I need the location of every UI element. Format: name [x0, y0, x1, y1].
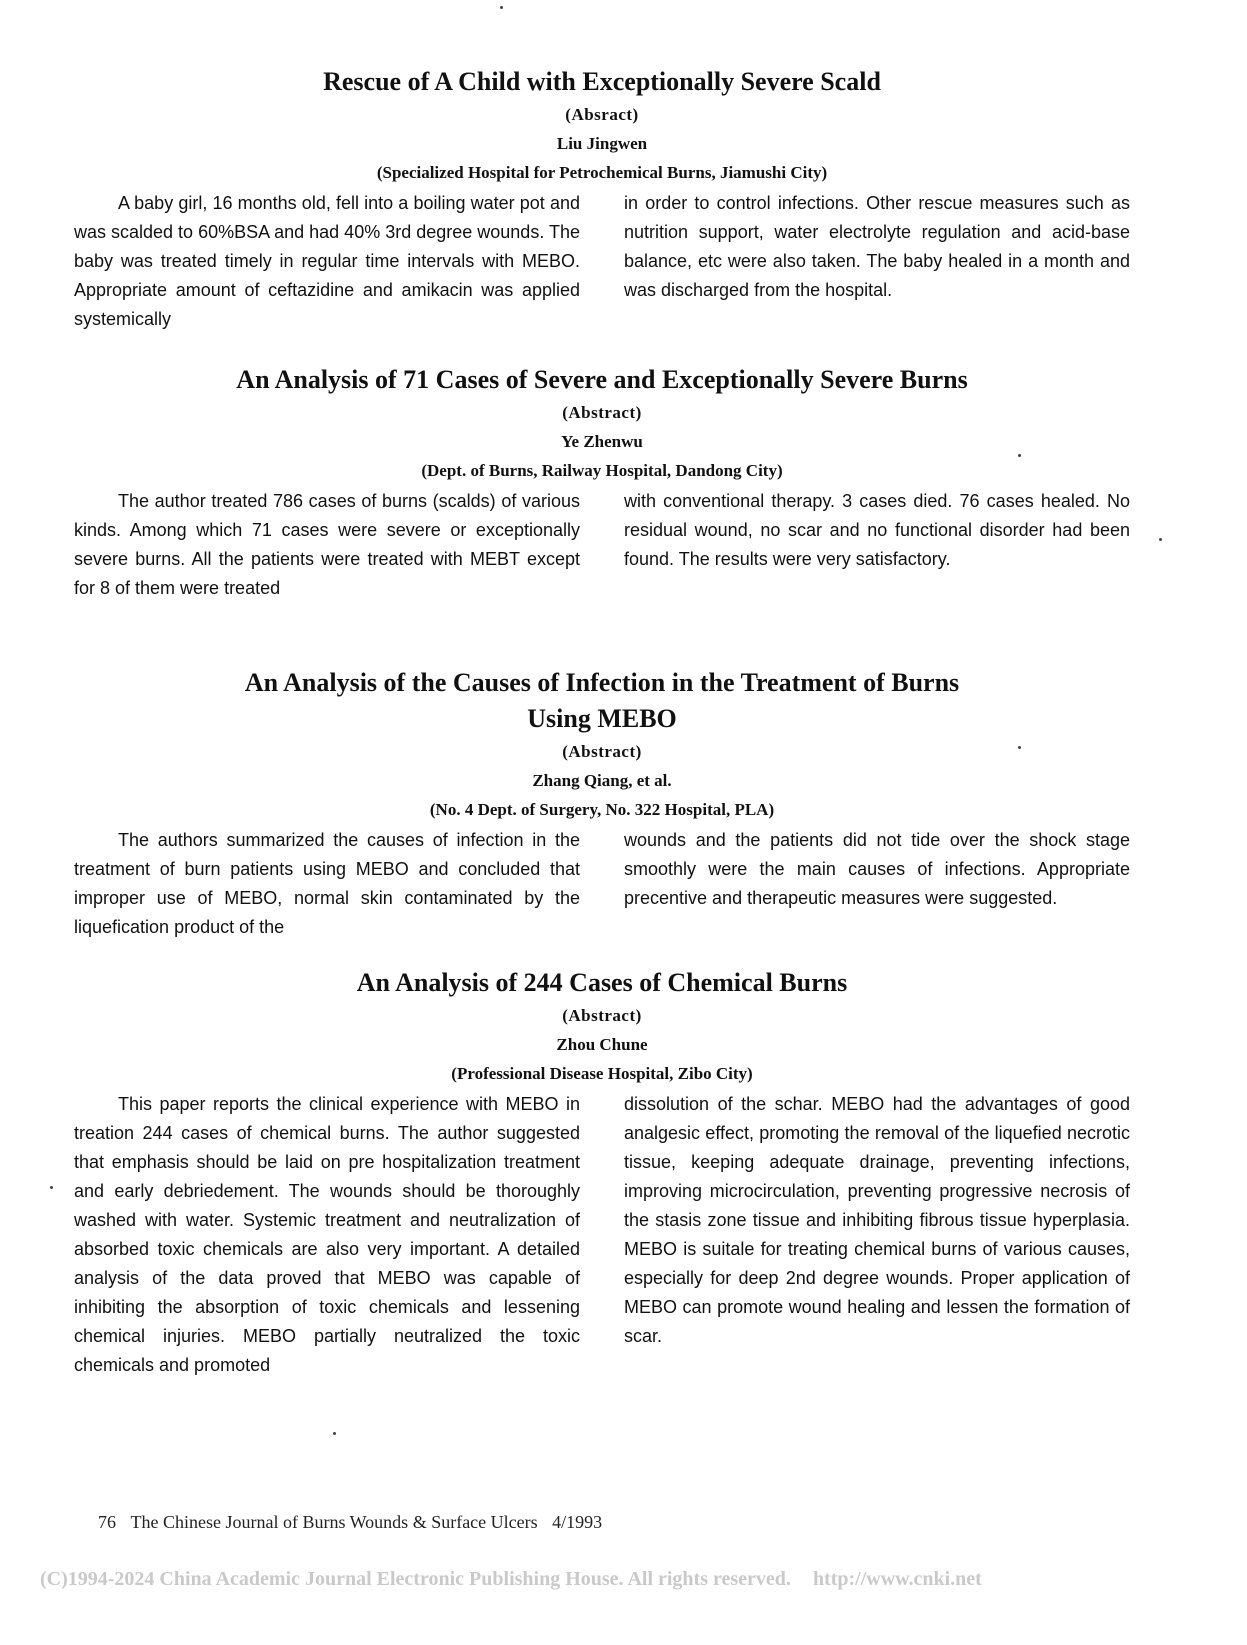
journal-issue: 4/1993	[552, 1512, 603, 1532]
article-71-cases-severe-burns	[74, 362, 1130, 603]
article-title: Rescue of A Child with Exceptionally Severe Scald	[323, 67, 881, 96]
abstract-body	[74, 1090, 1130, 1380]
article-title: An Analysis of the Causes of Infection in the Treatment of Burns Using MEBO	[244, 668, 960, 733]
abstract-left-column: A baby girl, 16 months old, fell into a boiling water pot and was scalded to 60%BSA and had 40% 3rd degree wounds. The baby was treated timely in regular time intervals with MEBO. Appropriate amount of ceftazidine and amikacin was applied systemically	[74, 193, 581, 329]
abstract-right-column: dissolution of the schar. MEBO had the advantages of good analgesic effect, promoting the removal of the liquefied necrotic tissue, keeping adequate drainage, preventing infections, improving microcirculation, preventing progressive necrosis of the stasis zone tissue and inhibiting fibrous tissue hyperplasia. MEBO is suitale for treating chemical burns of various causes, especially for deep 2nd degree wounds. Proper application of MEBO can promote wound healing and lessen the formation of scar.	[624, 1094, 1130, 1346]
scan-speck	[50, 1186, 53, 1189]
scan-speck	[500, 6, 503, 9]
article-title: An Analysis of 71 Cases of Severe and Exceptionally Severe Burns	[236, 365, 968, 394]
abstract-left-column: The author treated 786 cases of burns (scalds) of various kinds. Among which 71 cases were severe or exceptionally severe burns. All the patients were treated with MEBT except for 8 of them were treated	[74, 491, 580, 598]
abstract-body	[74, 487, 1130, 603]
abstract-right-column: with conventional therapy. 3 cases died. 76 cases healed. No residual wound, no scar and no functional disorder had been found. The results were very satisfactory.	[624, 491, 1130, 569]
abstract-body	[74, 189, 1130, 334]
abstract-body	[74, 826, 1130, 942]
abstract-label: (Abstract)	[562, 742, 642, 761]
author: Zhou Chune	[556, 1035, 648, 1054]
author: Ye Zhenwu	[561, 432, 643, 451]
abstract-left-column: The authors summarized the causes of infection in the treatment of burn patients using MEBO and concluded that improper use of MEBO, normal skin contaminated by the liquefication product of the	[74, 830, 580, 937]
journal-name: The Chinese Journal of Burns Wounds & Surface Ulcers	[130, 1512, 538, 1532]
abstract-left-column: This paper reports the clinical experience with MEBO in treation 244 cases of chemical burns. The author suggested that emphasis should be laid on pre hospitalization treatment and early debriedement. The wounds should be thoroughly washed with water. Systemic treatment and neutralization of absorbed toxic chemicals are also very important. A detailed analysis of the data proved that MEBO was capable of inhibiting the absorption of toxic chemicals and lessening chemical injuries. MEBO partially neutralized the toxic chemicals and promoted	[74, 1094, 580, 1375]
abstract-label: (Abstract)	[562, 403, 642, 422]
abstract-right-column: in order to control infections. Other rescue measures such as nutrition support, water electrolyte regulation and acid-base balance, etc were also taken. The baby healed in a month and was discharged from the hospital.	[624, 193, 1130, 300]
article-title: An Analysis of 244 Cases of Chemical Burns	[356, 968, 848, 997]
copyright-url: http://www.cnki.net	[812, 1568, 982, 1590]
author: Zhang Qiang, et al.	[532, 771, 672, 790]
article-244-chemical-burns	[74, 965, 1130, 1380]
article-rescue-child-scald	[74, 64, 1130, 334]
scan-speck	[333, 1432, 336, 1435]
affiliation: (Specialized Hospital for Petrochemical Burns, Jiamushi City)	[376, 163, 828, 182]
affiliation: (Dept. of Burns, Railway Hospital, Dandong City)	[421, 461, 783, 480]
scan-speck	[1018, 746, 1021, 749]
author: Liu Jingwen	[556, 134, 648, 153]
page-footer	[98, 1512, 602, 1533]
copyright-notice	[40, 1568, 982, 1591]
scan-speck	[1018, 454, 1021, 457]
abstract-right-column: wounds and the patients did not tide over the shock stage smoothly were the main causes of infections. Appropriate precentive and therapeutic measures were suggested.	[624, 830, 1130, 908]
copyright-text: (C)1994-2024 China Academic Journal Electronic Publishing House. All rights reserved.	[40, 1568, 791, 1590]
abstract-label: (Abstract)	[562, 1006, 642, 1025]
abstract-label: (Absract)	[565, 105, 639, 124]
affiliation: (No. 4 Dept. of Surgery, No. 322 Hospital, PLA)	[429, 800, 775, 819]
page-number: 76	[98, 1512, 116, 1532]
affiliation: (Professional Disease Hospital, Zibo City)	[451, 1064, 753, 1083]
article-causes-of-infection	[74, 665, 1130, 942]
scan-speck	[1159, 538, 1162, 541]
